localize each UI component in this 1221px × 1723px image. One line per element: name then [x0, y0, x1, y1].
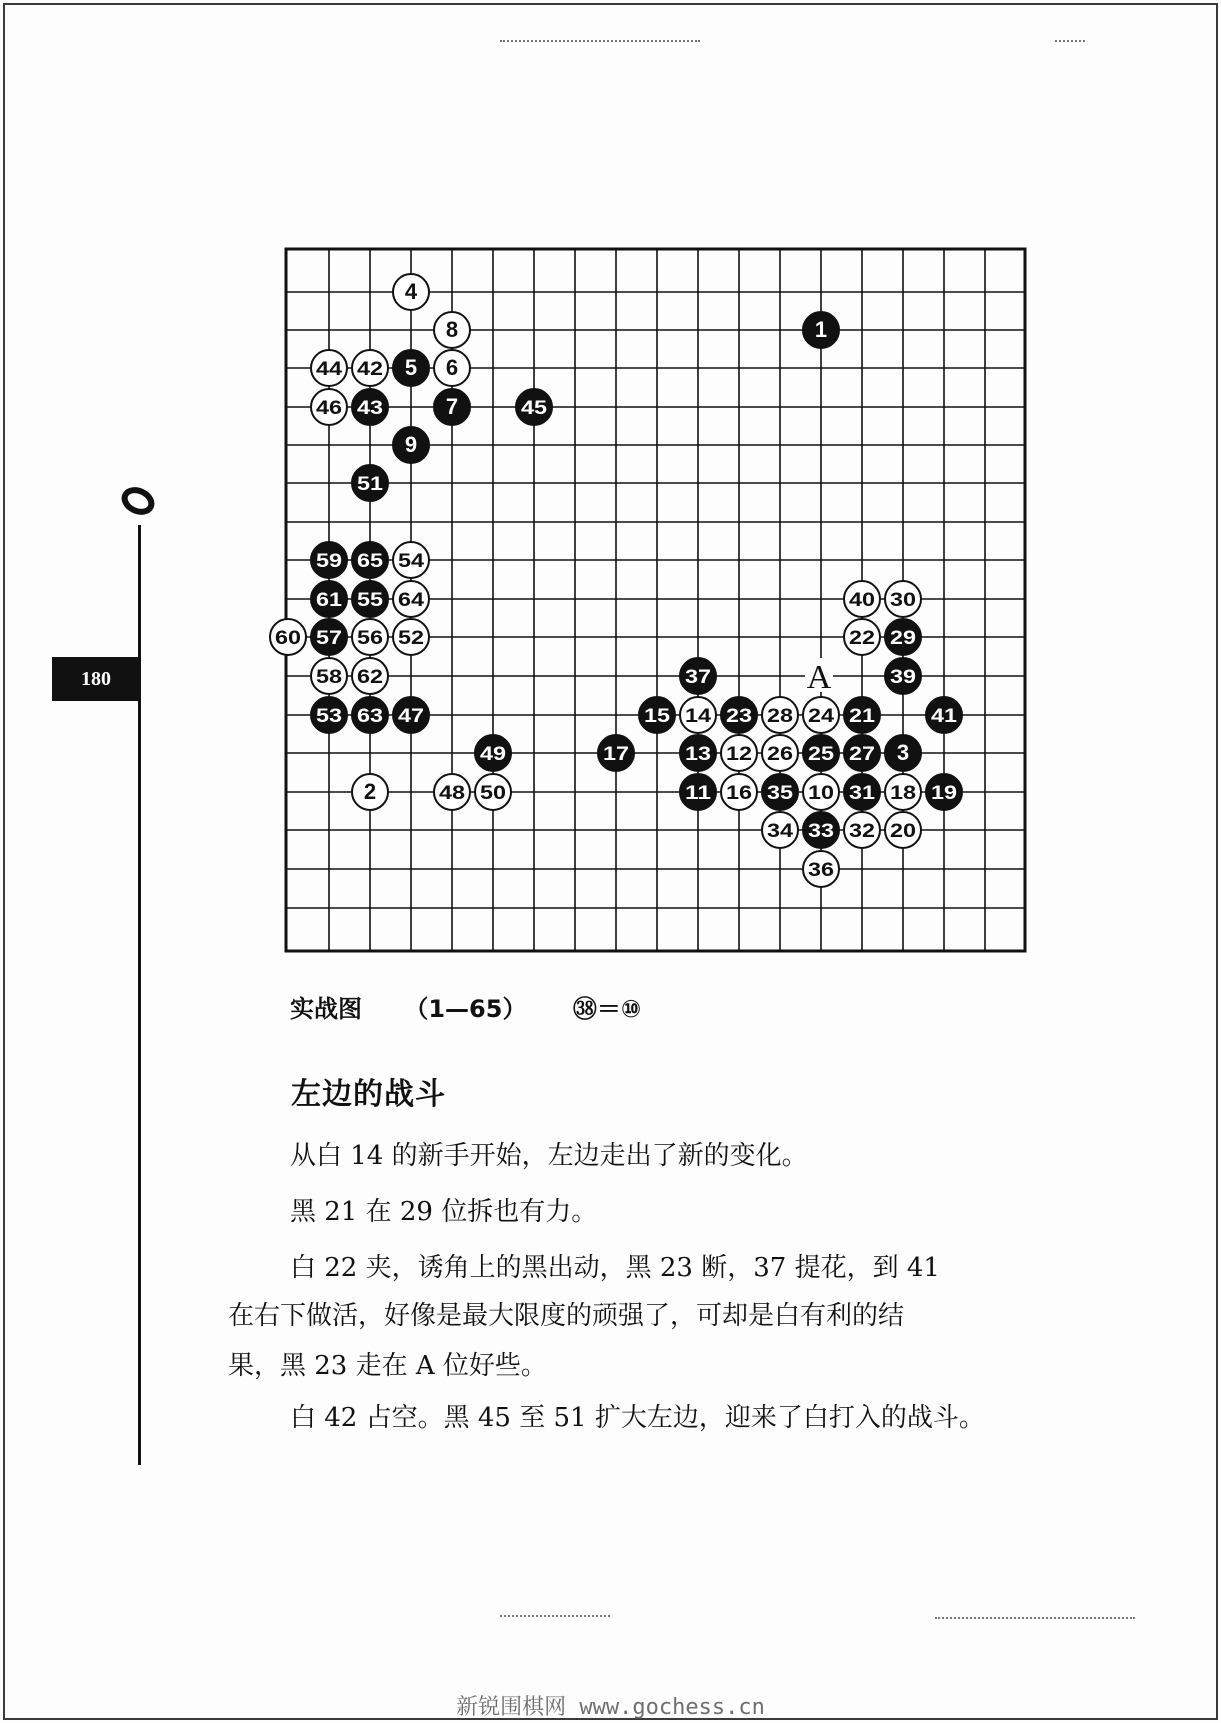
black-stone-15 [639, 697, 675, 733]
black-stone-27 [844, 735, 880, 771]
black-stone-57 [311, 619, 347, 655]
white-stone-20 [885, 812, 921, 848]
white-stone-56 [352, 619, 388, 655]
stone-number: 49 [480, 744, 506, 765]
paragraph-line: 白 42 占空。黑 45 至 51 扩大左边，迎来了白打入的战斗。 [290, 1403, 985, 1433]
scan-artifact-bottom-left [500, 1615, 610, 1617]
stone-number: 20 [890, 821, 916, 842]
stone-number: 9 [404, 432, 418, 457]
black-stone-11 [680, 774, 716, 810]
stone-number: 13 [685, 744, 711, 765]
stone-number: 32 [849, 821, 875, 842]
stone-number: 45 [521, 398, 548, 419]
stone-number: 24 [808, 706, 835, 727]
stone-number: 4 [404, 279, 418, 304]
scan-artifact-bottom-right [935, 1617, 1135, 1619]
black-stone-51 [352, 465, 388, 501]
stone-number: 54 [398, 551, 425, 572]
stone-number: 16 [726, 783, 752, 804]
white-stone-6 [434, 350, 470, 386]
stone-number: 19 [931, 783, 957, 804]
stone-number: 10 [808, 783, 834, 804]
black-stone-3 [885, 735, 921, 771]
stone-number: 57 [316, 628, 342, 649]
stone-number: 33 [808, 821, 834, 842]
black-stone-1 [803, 312, 839, 348]
white-stone-60 [270, 619, 306, 655]
black-stone-5 [393, 350, 429, 386]
stone-number: 11 [685, 783, 712, 804]
black-stone-9 [393, 427, 429, 463]
section-title: 左边的战斗 [291, 1077, 446, 1112]
black-stone-7 [434, 389, 470, 425]
white-stone-48 [434, 774, 470, 810]
stone-number: 15 [644, 706, 671, 727]
white-stone-30 [885, 581, 921, 617]
stone-number: 18 [890, 783, 916, 804]
stone-number: 27 [849, 744, 875, 765]
stone-number: 35 [767, 783, 794, 804]
black-stone-25 [803, 735, 839, 771]
stone-number: 28 [767, 706, 793, 727]
black-stone-49 [475, 735, 511, 771]
white-stone-50 [475, 774, 511, 810]
stone-number: 8 [445, 317, 459, 342]
black-stone-47 [393, 697, 429, 733]
stone-number: 22 [849, 628, 875, 649]
stone-number: 12 [726, 744, 752, 765]
stone-number: 63 [357, 706, 383, 727]
stone-number: 64 [398, 590, 425, 611]
stone-number: 29 [890, 628, 916, 649]
stone-number: 34 [767, 821, 794, 842]
stone-number: 41 [931, 706, 958, 727]
black-stone-45 [516, 389, 552, 425]
white-stone-8 [434, 312, 470, 348]
black-stone-61 [311, 581, 347, 617]
white-stone-44 [311, 350, 347, 386]
white-stone-36 [803, 851, 839, 887]
black-stone-63 [352, 697, 388, 733]
white-stone-12 [721, 735, 757, 771]
white-stone-24 [803, 697, 839, 733]
white-stone-28 [762, 697, 798, 733]
stone-number: 31 [849, 783, 876, 804]
stone-number: 21 [849, 706, 876, 727]
stone-number: 62 [357, 667, 383, 688]
black-stone-13 [680, 735, 716, 771]
paragraph-line: 从白 14 的新手开始，左边走出了新的变化。 [290, 1141, 808, 1171]
stone-number: 7 [445, 394, 459, 419]
stone-number: 58 [316, 667, 342, 688]
stone-number: 52 [398, 628, 424, 649]
paragraph-line: 白 22 夹，诱角上的黑出动，黑 23 断，37 提花，到 41 [290, 1253, 940, 1283]
black-stone-37 [680, 658, 716, 694]
white-stone-54 [393, 542, 429, 578]
board-marker-a: A [806, 659, 832, 696]
stone-number: 60 [275, 628, 301, 649]
black-stone-31 [844, 774, 880, 810]
stone-number: 3 [896, 740, 910, 765]
stone-number: 5 [404, 355, 418, 380]
stone-number: 55 [357, 590, 384, 611]
stone-number: 46 [316, 398, 342, 419]
caption-title: 实战图 [290, 995, 362, 1023]
black-stone-39 [885, 658, 921, 694]
black-stone-21 [844, 697, 880, 733]
black-stone-23 [721, 697, 757, 733]
caption-note-left: ㊳ [572, 995, 597, 1023]
white-stone-14 [680, 697, 716, 733]
stone-number: 6 [445, 355, 459, 380]
stone-number: 56 [357, 628, 383, 649]
stone-number: 30 [890, 590, 916, 611]
white-stone-16 [721, 774, 757, 810]
white-stone-4 [393, 274, 429, 310]
white-stone-2 [352, 774, 388, 810]
caption-range: （1—65） [404, 995, 527, 1023]
black-stone-65 [352, 542, 388, 578]
stone-number: 2 [363, 779, 377, 804]
black-stone-43 [352, 389, 388, 425]
stone-number: 53 [316, 706, 342, 727]
white-stone-64 [393, 581, 429, 617]
white-stone-22 [844, 619, 880, 655]
stone-number: 25 [808, 744, 835, 765]
stone-number: 65 [357, 551, 384, 572]
stone-number: 43 [357, 398, 383, 419]
white-stone-40 [844, 581, 880, 617]
diagram-caption [290, 989, 641, 1024]
page-number: 180 [52, 657, 140, 701]
white-stone-34 [762, 812, 798, 848]
black-stone-35 [762, 774, 798, 810]
white-stone-18 [885, 774, 921, 810]
white-stone-62 [352, 658, 388, 694]
black-stone-19 [926, 774, 962, 810]
stone-number: 59 [316, 551, 342, 572]
stone-number: 40 [849, 590, 875, 611]
caption-note-eq: ＝ [596, 995, 621, 1023]
black-stone-55 [352, 581, 388, 617]
white-stone-52 [393, 619, 429, 655]
white-stone-32 [844, 812, 880, 848]
white-stone-58 [311, 658, 347, 694]
white-stone-26 [762, 735, 798, 771]
stone-number: 1 [814, 317, 828, 342]
stone-number: 51 [357, 474, 384, 495]
paragraph-line: 在右下做活，好像是最大限度的顽强了，可却是白有利的结 [228, 1301, 905, 1331]
stone-number: 42 [357, 359, 383, 380]
stone-number: 17 [603, 744, 629, 765]
black-stone-17 [598, 735, 634, 771]
black-stone-41 [926, 697, 962, 733]
stone-number: 36 [808, 860, 834, 881]
black-stone-29 [885, 619, 921, 655]
black-stone-33 [803, 812, 839, 848]
stone-number: 48 [439, 783, 465, 804]
stone-number: 61 [316, 590, 343, 611]
stone-number: 47 [398, 706, 424, 727]
white-stone-46 [311, 389, 347, 425]
stone-number: 26 [767, 744, 793, 765]
stone-number: 50 [480, 783, 506, 804]
stone-number: 44 [316, 359, 343, 380]
stone-number: 39 [890, 667, 916, 688]
black-stone-59 [311, 542, 347, 578]
caption-note-right: ⑩ [620, 995, 642, 1023]
paragraph-line: 黑 21 在 29 位拆也有力。 [290, 1197, 598, 1227]
paragraph-line: 果，黑 23 走在 A 位好些。 [228, 1351, 547, 1381]
watermark: 新锐围棋网 www.gochess.cn [456, 1695, 765, 1720]
white-stone-42 [352, 350, 388, 386]
stone-number: 14 [685, 706, 712, 727]
stone-number: 37 [685, 667, 711, 688]
black-stone-53 [311, 697, 347, 733]
white-stone-10 [803, 774, 839, 810]
stone-number: 23 [726, 706, 752, 727]
